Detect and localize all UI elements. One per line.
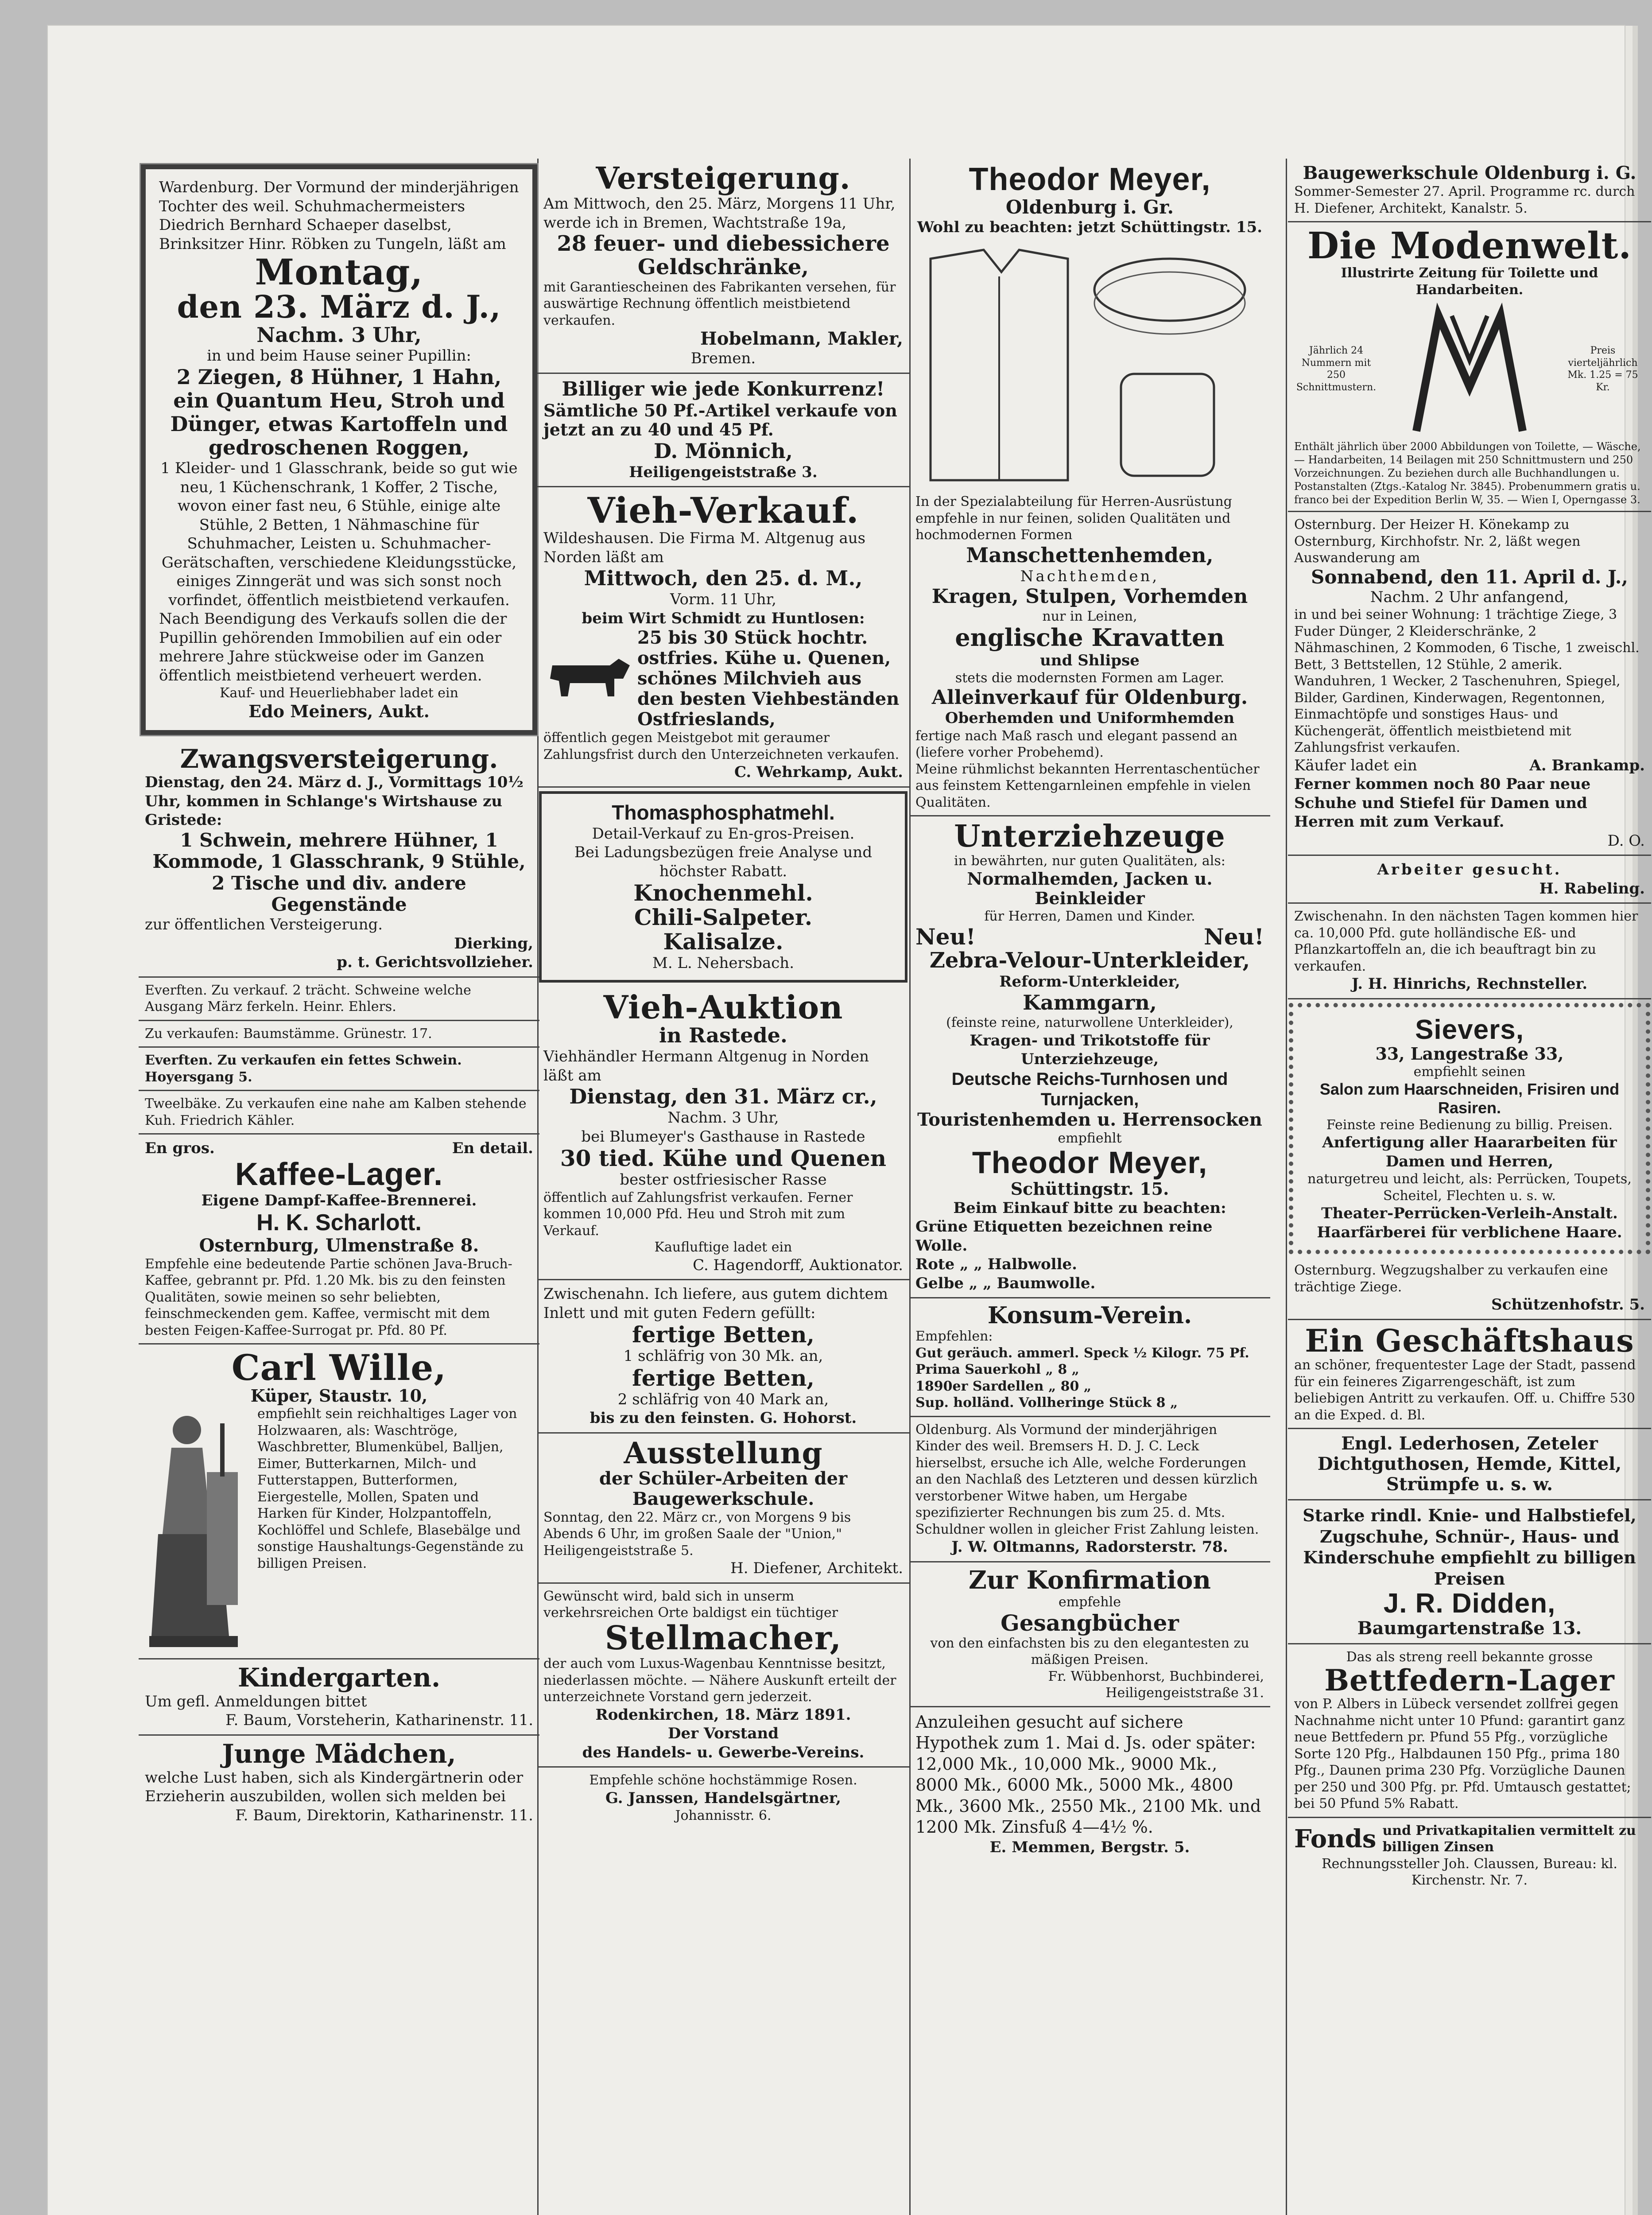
cow-icon	[543, 648, 632, 710]
ad-signature: E. Memmen, Bergstr. 5.	[989, 1838, 1190, 1856]
hypothek-ad	[909, 1707, 1270, 1861]
ad-text: naturgetreu und leicht, als: Perrücken, Toupets, Scheitel, Flechten u. s. w.	[1307, 1171, 1632, 1204]
ad-text: Empfehle schöne hochstämmige Rosen.	[589, 1772, 857, 1788]
ad-signature: bis zu den feinsten. G. Hohorst.	[589, 1409, 857, 1427]
billiger-ad	[537, 374, 909, 487]
ad-signature: Der Vorstand	[667, 1725, 779, 1743]
product-name: Deutsche Reichs-Turnhosen und Turnjacken,	[951, 1069, 1228, 1109]
small-ad: Everften. Zu verkauf. 2 trächt. Schweine welche Ausgang März ferkeln. Heinr. Ehlers.	[139, 978, 539, 1021]
ad-items: 28 feuer- und diebessichere Geldschränke,	[557, 231, 890, 280]
ad-title: Baugewerkschule Oldenburg i. G.	[1303, 163, 1636, 183]
price-line: 1890er Sardellen „ 80 „	[915, 1378, 1092, 1394]
osternburg-ad	[1288, 512, 1651, 856]
ad-text: Kragen- und Trikotstoffe für Unterziehzeuge,	[969, 1031, 1210, 1069]
ad-text: Am Mittwoch, den 25. März, Morgens 11 Uhr, werde ich in Bremen, Wachtstraße 19a,	[543, 195, 896, 232]
ad-text: für Herren, Damen und Kinder.	[984, 908, 1195, 924]
ad-signature: Hobelmann, Makler,	[700, 328, 903, 350]
ad-title: Zwangsversteigerung.	[180, 743, 498, 774]
price-line: Gut geräuch. ammerl. Speck ½ Kilogr. 75 Pf.	[915, 1345, 1249, 1361]
ad-text: Ferner kommen noch 80 Paar neue Schuhe und Stiefel für Damen und Herren mit zum Verkauf.	[1294, 775, 1591, 831]
ad-date: Mittwoch, den 25. d. M.,	[584, 566, 863, 591]
woman-illustration	[145, 1406, 251, 1654]
ad-text: In der Spezialabteilung für Herren-Ausrüstung empfehle in nur feinen, soliden Qualitäten und hochmodernen Formen	[915, 494, 1232, 543]
ad-text: der auch vom Luxus-Wagenbau Kenntnisse besitzt, niederlassen möchte. — Nähere Auskunft erteilt der unterzeichnete Vorstand gern jederzeit.	[543, 1656, 896, 1705]
viehverkauf-ad	[537, 487, 909, 787]
ad-text: En detail.	[452, 1139, 533, 1158]
ad-text: Detail-Verkauf zu En-gros-Preisen.	[592, 824, 855, 843]
shirt-collar-illustration	[922, 241, 1258, 489]
ad-address: Osternburg, Ulmenstraße 8.	[199, 1235, 479, 1256]
ad-text: Kauf- und Heuerliebhaber ladet ein	[220, 685, 458, 701]
ad-title: Zur Konfirmation	[968, 1565, 1211, 1595]
ad-text: Eigene Dampf-Kaffee-Brennerei.	[201, 1192, 477, 1210]
ad-text: öffentlich auf Zahlungsfrist verkaufen. Ferner kommen 10,000 Pfd. Heu und Stroh mit zum Verkauf.	[543, 1189, 853, 1239]
ad-text: Sämtliche 50 Pf.-Artikel verkaufe von jetzt an zu 40 und 45 Pf.	[543, 400, 897, 440]
ad-signature: Edo Meiners, Aukt.	[248, 701, 430, 721]
ad-text: Empfehle eine bedeutende Partie schönen Java-Bruch-Kaffee, gebrannt pr. Pfd. 1.20 Mk. bis zu den feinsten Qualitäten, sowie meinen so sehr beliebten, feinschmeckenden gem. Kaffee, vermischt mit dem besten Feigen-Kaffee-Surrogat pr. Pfd. 80 Pf.	[145, 1256, 512, 1338]
ad-text: mit Garantiescheinen des Fabrikanten versehen, für auswärtige Rechnung öffentlich meistbietend verkaufen.	[543, 279, 896, 328]
ad-text: Osternburg. Wegzugshalber zu verkaufen eine trächtige Ziege.	[1294, 1263, 1608, 1295]
ad-text: Oldenburg. Als Vormund der minderjährigen Kinder des weil. Bremsers H. D. J. C. Leck hierselbst, ersuche ich Alle, welche Forderungen an den Nachlaß des Letzteren und dessen kürzlich verstorbener Witwe haben, um Hergabe spezifizierter Rechnungen bis zum 25. d. Mts. Schuldner wollen in gleicher Frist Zahlung leisten.	[915, 1422, 1259, 1537]
ad-text: Viehhändler Hermann Altgenug in Norden läßt am	[543, 1048, 869, 1084]
ad-text: Empfehlen:	[915, 1329, 993, 1345]
ad-text: von P. Albers in Lübeck versendet zollfrei gegen Nachnahme nicht unter 10 Pfund: garantirt ganz neue Bettfedern pr. Pfund 55 Pfg., vorzügliche Sorte 120 Pfg., Halbdaunen 150 Pfg., prima 180 Pfg., Daunen prima 230 Pfg. Vorzügliche Daunen per 250 und 300 Pfg. pr. Pfd. Umtausch gestattet; bei 50 Pfund 5% Rabatt.	[1294, 1696, 1631, 1812]
small-ad: Everften. Zu verkaufen ein fettes Schwein. Hoyersgang 5.	[139, 1048, 539, 1091]
ausstellung-ad	[537, 1434, 909, 1584]
modenwelt-logo	[1403, 298, 1536, 440]
ad-text: in bewährten, nur guten Qualitäten, als:	[954, 853, 1225, 869]
ad-text: Haarfärberei für verblichene Haare.	[1317, 1223, 1622, 1241]
ad-title: Bettfedern-Lager	[1324, 1663, 1615, 1698]
maedchen-ad	[139, 1736, 539, 1829]
ad-text: Theater-Perrücken-Verleih-Anstalt.	[1321, 1205, 1618, 1223]
ad-title: Versteigerung.	[596, 161, 851, 196]
ad-text: Anzuleihen gesucht auf sichere Hypothek zum 1. Mai d. Js. oder später: 12,000 Mk., 10,000 Mk., 9000 Mk., 8000 Mk., 6000 Mk., 5000 Mk., 4800 Mk., 3600 Mk., 2550 Mk., 2100 Mk. und 1200 Mk. Zinsfuß 4—4½ %.	[915, 1712, 1261, 1837]
ad-text: Enthält jährlich über 2000 Abbildungen von Toilette, — Wäsche, — Handarbeiten, 14 Beilagen mit 250 Schnittmustern und 250 Vorzeichnungen. Zu beziehen durch alle Buchhandlungen u. Postanstalten (Ztgs.-Katalog Nr. 3845). Probenummern gratis u. franco bei der Expedition Berlin W, 35. — Wien I, Operngasse 3.	[1294, 440, 1641, 506]
ad-text: fertige nach Maß rasch und elegant passend an (liefere vorher Probehemd).	[915, 728, 1238, 761]
thomas-ad	[539, 791, 907, 983]
ad-time: Nachm. 3 Uhr,	[667, 1109, 779, 1127]
ad-title: Die Modenwelt.	[1307, 225, 1632, 267]
ad-title: Ausstellung	[624, 1435, 823, 1470]
ad-text: Wardenburg. Der Vormund der minderjährigen Tochter des weil. Schuhmachermeisters Diedrich Bernhard Schaeper daselbst, Brinksitzer Hinr. Röbken zu Tungeln, läßt am	[159, 179, 519, 253]
rosen-ad	[537, 1768, 909, 1829]
ad-text: bei Blumeyer's Gasthause in Rastede	[581, 1127, 865, 1146]
column-2	[537, 159, 909, 2215]
product-name: Gesangbücher	[1001, 1609, 1179, 1636]
ad-text: Engl. Lederhosen, Zeteler Dichtguthosen, Hemde, Kittel, Strümpfe u. s. w.	[1317, 1433, 1622, 1495]
ad-signature: C. Hagendorff, Auktionator.	[693, 1256, 903, 1274]
column-1	[139, 159, 539, 2215]
ad-signature: F. Baum, Direktorin, Katharinenstr. 11.	[235, 1806, 533, 1824]
ad-title: Carl Wille,	[231, 1347, 447, 1389]
oldenburg-notice	[909, 1417, 1270, 1562]
ad-text: Rodenkirchen, 18. März 1891.	[595, 1706, 851, 1724]
product-name: Knochenmehl.	[633, 880, 813, 906]
lederhosen-ad	[1288, 1429, 1651, 1500]
ad-text: in Rastede.	[659, 1023, 787, 1048]
ad-title: Theodor Meyer,	[969, 162, 1211, 197]
ad-address: 33, Langestraße 33,	[1375, 1043, 1564, 1064]
kindergarten-ad	[139, 1659, 539, 1736]
ad-text: Beim Einkauf bitte zu beachten:	[953, 1199, 1226, 1217]
product-name: Kragen, Stulpen, Vorhemden	[931, 585, 1248, 608]
ad-text: Grüne Etiquetten bezeichnen reine Wolle.	[915, 1218, 1213, 1255]
ad-text: Preis vierteljährlich Mk. 1.25 = 75 Kr.	[1567, 345, 1638, 393]
versteigerung-ad	[537, 159, 909, 374]
konfirmation-ad	[909, 1562, 1270, 1707]
product-name: Nachthemden,	[1020, 567, 1160, 585]
ad-time: Nachm. 3 Uhr,	[256, 323, 422, 347]
ad-title: Billiger wie jede Konkurrenz!	[562, 377, 885, 400]
ad-text: 1 schläfrig von 30 Mk. an,	[623, 1347, 823, 1365]
ad-text: Zwischenahn. In den nächsten Tagen kommen hier ca. 10,000 Pfd. gute holländische Eß- und Pflanzkartoffeln an, die ich beauftragt bin zu verkaufen.	[1294, 909, 1638, 974]
ad-text: En gros.	[145, 1139, 215, 1158]
ad-text: empfehle	[1059, 1594, 1121, 1610]
ad-text: Käufer ladet ein	[1294, 756, 1417, 774]
product-name: Reform-Unterkleider,	[999, 972, 1180, 991]
small-ad: Zu verkaufen: Baumstämme. Grünestr. 17.	[139, 1021, 539, 1048]
small-ad: Tweelbäke. Zu verkaufen eine nahe am Kalben stehende Kuh. Friedrich Kähler.	[139, 1091, 539, 1135]
ad-signature: Fr. Wübbenhorst, Buchbinderei, Heiligengeiststraße 31.	[1048, 1668, 1264, 1701]
ad-text: an schöner, frequentester Lage der Stadt, passend für ein feineres Zigarrengeschäft, ist zum beliebigen Antritt zu verkaufen. Off. u. Chiffre 530 an die Exped. d. Bl.	[1294, 1357, 1636, 1423]
ad-text: und Privatkapitalien vermittelt zu billigen Zinsen	[1382, 1823, 1636, 1855]
ad-signature: H. Diefener, Architekt.	[730, 1559, 903, 1578]
ad-text: Zwischenahn. Ich liefere, aus gutem dichtem Inlett und mit guten Federn gefüllt:	[543, 1285, 888, 1322]
ad-text: Meine rühmlichst bekannten Herrentaschentücher aus feinstem Kettengarnleinen empfehle in vielen Qualitäten.	[915, 761, 1260, 810]
ad-items: 30 tied. Kühe und Quenen	[560, 1145, 887, 1171]
ad-signature: J. W. Oltmanns, Radorsterstr. 78.	[951, 1538, 1228, 1556]
ad-text: Salon zum Haarschneiden, Frisiren und Rasiren.	[1319, 1080, 1620, 1117]
ad-name: H. K. Scharlott.	[256, 1209, 422, 1236]
ad-items: 2 Ziegen, 8 Hühner, 1 Hahn, ein Quantum Heu, Stroh und Dünger, etwas Kartoffeln und gedroschenen Roggen,	[170, 365, 508, 459]
ad-text: bester ostfriesischer Rasse	[620, 1171, 827, 1189]
ad-text: Jährlich 24 Nummern mit 250 Schnittmustern.	[1296, 345, 1377, 393]
ad-signature: A. Brankamp.	[1529, 756, 1645, 774]
ad-title: Unterziehzeuge	[954, 819, 1225, 855]
ad-text: Wohl zu beachten: jetzt Schüttingstr. 15.	[917, 218, 1263, 236]
ad-date: den 23. März d. J.,	[177, 288, 501, 325]
ad-text: Rote „ „ Halbwolle.	[915, 1255, 1077, 1273]
ad-text: (feinste reine, naturwollene Unterkleider),	[946, 1015, 1233, 1031]
product-name: Touristenhemden u. Herrensocken	[917, 1109, 1262, 1130]
ad-text: empfiehlt seinen	[1413, 1064, 1526, 1080]
ad-text: Gewünscht wird, bald sich in unserm verkehrsreichen Orte baldigst ein tüchtiger	[543, 1588, 838, 1621]
modenwelt-ad	[1288, 222, 1651, 512]
price-line: Sup. holländ. Vollheringe Stück 8 „	[915, 1395, 1178, 1411]
fonds-ad	[1288, 1818, 1651, 1893]
geschaeftshaus-ad	[1288, 1320, 1651, 1430]
ad-items: 25 bis 30 Stück hochtr. ostfries. Kühe u. Quenen, schönes Milchvieh aus den besten Viehbeständen Ostfrieslands,	[637, 627, 900, 730]
ad-address: Schüttingstr. 15.	[1010, 1178, 1169, 1199]
didden-ad	[1288, 1500, 1651, 1644]
ad-items: 1 Schwein, mehrere Hühner, 1 Kommode, 1 Glasschrank, 9 Stühle, 2 Tische und div. andere Gegenstände	[152, 829, 526, 915]
ad-title: Sievers,	[1415, 1014, 1524, 1045]
ad-signature: des Handels- u. Gewerbe-Vereins.	[582, 1743, 865, 1761]
product-name: Oberhemden und Uniformhemden	[945, 709, 1235, 727]
product-name: Kammgarn,	[1023, 991, 1157, 1015]
ad-text: Das als streng reell bekannte grosse	[1346, 1649, 1593, 1665]
bettfedern-ad	[1288, 1644, 1651, 1818]
ad-text: Osternburg. Der Heizer H. Könekamp zu Osternburg, Kirchhofstr. Nr. 2, läßt wegen Auswanderung am	[1294, 517, 1581, 566]
ad-text: Anfertigung aller Haararbeiten für Damen und Herren,	[1322, 1134, 1617, 1170]
ad-text: beim Wirt Schmidt zu Huntlosen:	[582, 609, 865, 627]
kaffee-ad	[139, 1135, 539, 1345]
ad-text: Um gefl. Anmeldungen bittet	[145, 1692, 367, 1710]
ad-address: Johannisstr. 6.	[675, 1808, 772, 1824]
ad-text: Bei Ladungsbezügen freie Analyse und höchster Rabatt.	[574, 843, 873, 880]
ad-text: der Schüler-Arbeiten der Baugewerkschule.	[599, 1468, 848, 1509]
ad-signature: D. Mönnich,	[654, 439, 793, 463]
ad-signature: F. Baum, Vorsteherin, Katharinenstr. 11.	[225, 1711, 533, 1729]
ad-address: Baumgartenstraße 13.	[1357, 1617, 1582, 1639]
ad-signature: H. Rabeling.	[1539, 879, 1645, 898]
ad-signature: Rechnungssteller Joh. Claussen, Bureau: kl. Kirchenstr. Nr. 7.	[1322, 1856, 1617, 1889]
kartoffel-ad	[1288, 904, 1651, 999]
ad-signature: M. L. Nehersbach.	[652, 954, 794, 972]
ad-signature: D. O.	[1607, 832, 1645, 850]
stellmacher-ad	[537, 1584, 909, 1768]
new-badge: Neu!	[1204, 924, 1264, 950]
ad-text: Oldenburg i. Gr.	[1005, 196, 1174, 218]
ad-time: Nachm. 2 Uhr anfangend,	[1370, 588, 1569, 606]
ad-title: Junge Mädchen,	[222, 1738, 456, 1769]
product-name: englische Kravatten	[955, 623, 1225, 652]
ad-day: Montag,	[255, 251, 423, 293]
ad-signature: p. t. Gerichtsvollzieher.	[337, 953, 533, 971]
ad-text: empfiehlt sein reichhaltiges Lager von Holzwaaren, als: Waschtröge, Waschbretter, Blumenkübel, Balljen, Eimer, Butterkarnen, Milch- und Futterstappen, Butterformen, Eiergestelle, Mollen, Spaten und Harken für Kinder, Holzpantoffeln, Kochlöffel und Schlefe, Blasebälge und sonstige Haushaltungs-Gegenstände zu billigen Preisen.	[257, 1406, 524, 1571]
ad-text: 2 schläfrig von 40 Mark an,	[617, 1390, 829, 1408]
unterziehzeuge-ad	[909, 816, 1270, 1298]
ad-signature: Schützenhofstr. 5.	[1491, 1296, 1645, 1314]
ad-name: Theodor Meyer,	[972, 1145, 1208, 1180]
ad-text: Illustrirte Zeitung für Toilette und Handarbeiten.	[1341, 265, 1598, 298]
column-3	[909, 159, 1270, 2215]
meyer-shirts-ad	[909, 159, 1270, 816]
newspaper-page	[48, 26, 1645, 2215]
ad-signature: C. Wehrkamp, Aukt.	[734, 763, 903, 781]
ad-title: Kindergarten.	[237, 1663, 441, 1693]
column-rule	[1286, 159, 1287, 2215]
ad-title: Ein Geschäftshaus	[1305, 1322, 1634, 1359]
wille-ad	[139, 1345, 539, 1659]
product-name: Normalhemden, Jacken u. Beinkleider	[967, 869, 1213, 908]
ad-text: Alleinverkauf für Oldenburg.	[931, 686, 1248, 709]
ad-text: in und bei seiner Wohnung: 1 trächtige Ziege, 3 Fuder Dünger, 2 Kleiderschränke, 2 Nähmaschinen, 2 Kommoden, 6 Tische, 1 zweischl. Bett, 3 Bettstellen, 12 Stühle, 2 amerik. Wanduhren, 1 Wecker, 2 Taschenuhren, Spiegel, Bilder, Gardinen, Kinderwagen, Regentonnen, Einmachtöpfe und sonstiges Haus- und Küchengerät, öffentlich meistbietend mit Zahlungsfrist verkaufen.	[1294, 607, 1640, 756]
wardenburg-ad	[140, 163, 539, 736]
ad-text: von den einfachsten bis zu den elegantesten zu mäßigen Preisen.	[930, 1635, 1249, 1668]
column-4	[1288, 159, 1651, 2215]
ad-text: nur in Leinen,	[1042, 608, 1137, 624]
ad-text: Dienstag, den 24. März d. J., Vormittags 10½ Uhr, kommen in Schlange's Wirtshause zu Gristede:	[145, 773, 524, 829]
ad-text: Sonntag, den 22. März cr., von Morgens 9 bis Abends 6 Uhr, im großen Saale der "Union," Heiligengeiststraße 5.	[543, 1509, 851, 1558]
ad-title: Arbeiter gesucht.	[1377, 861, 1562, 879]
ad-text: stets die modernsten Formen am Lager.	[955, 670, 1225, 686]
ad-title: Fonds	[1294, 1824, 1377, 1854]
ad-text: öffentlich gegen Meistgebot mit geraumer Zahlungsfrist durch den Unterzeichneten verkaufen.	[543, 730, 900, 762]
price-line: Prima Sauerkohl „ 8 „	[915, 1362, 1079, 1378]
ad-address: Küper, Staustr. 10,	[250, 1386, 428, 1406]
ad-title: Thomasphosphatmehl.	[612, 801, 835, 824]
product-name: und Shlipse	[1040, 651, 1140, 669]
ad-date: Dienstag, den 31. März cr.,	[569, 1084, 877, 1109]
ad-title: fertige Betten,	[632, 1321, 814, 1348]
product-name: Kalisalze.	[663, 929, 783, 955]
ad-title: Kaffee-Lager.	[235, 1156, 443, 1192]
ad-name: J. R. Didden,	[1383, 1588, 1556, 1619]
sievers-ad	[1289, 1003, 1650, 1255]
ad-text: Sommer-Semester 27. April. Programme rc. durch H. Diefener, Architekt, Kanalstr. 5.	[1294, 184, 1635, 216]
ad-text: Kaufluftige ladet ein	[654, 1240, 792, 1255]
ad-text: Feinste reine Bedienung zu billig. Preisen.	[1326, 1117, 1613, 1133]
ad-text: Wildeshausen. Die Firma M. Altgenug aus Norden läßt am	[543, 529, 866, 566]
viehauktion-ad	[537, 986, 909, 1280]
ad-title: fertige Betten,	[632, 1364, 814, 1391]
ad-address: Heiligengeiststraße 3.	[629, 463, 818, 481]
ad-text: in und beim Hause seiner Pupillin:	[207, 347, 471, 365]
ad-text: 1 Kleider- und 1 Glasschrank, beide so gut wie neu, 1 Küchenschrank, 1 Koffer, 2 Tische, wovon einer fast neu, 6 Stühle, einige alte Stühle, 2 Betten, 1 Nähmaschine für Schuhmacher, Leisten u. Schuhmacher-Gerätschaften, verschiedene Kleidungsstücke, einiges Zinngerät und was sich sonst noch vorfindet, öffentlich meistbietend verkaufen.	[160, 459, 518, 609]
ad-signature: J. H. Hinrichs, Rechnsteller.	[1351, 975, 1588, 993]
baugewerk-ad	[1288, 159, 1651, 222]
ad-title: Konsum-Verein.	[987, 1302, 1192, 1329]
ad-signature: G. Janssen, Handelsgärtner,	[605, 1789, 842, 1807]
ziege-ad	[1288, 1258, 1651, 1320]
ad-text: Nach Beendigung des Verkaufs sollen die der Pupillin gehörenden Immobilien auf ein oder mehrere Jahre stückweise oder im Ganzen öffentlich meistbietend verheuert werden.	[159, 610, 507, 684]
ad-text: Gelbe „ „ Baumwolle.	[915, 1274, 1096, 1292]
zwang-ad	[139, 741, 539, 978]
arbeiter-ad	[1288, 856, 1651, 904]
product-name: Zebra-Velour-Unterkleider,	[929, 948, 1250, 973]
product-name: Chili-Salpeter.	[634, 904, 813, 931]
ad-title: Vieh-Auktion	[603, 988, 843, 1026]
betten-ad	[537, 1280, 909, 1434]
ad-signature: Dierking,	[454, 934, 533, 952]
ad-time: Vorm. 11 Uhr,	[670, 591, 776, 609]
ad-text: Bremen.	[690, 350, 756, 368]
ad-text: Starke rindl. Knie- und Halbstiefel, Zugschuhe, Schnür-, Haus- und Kinderschuhe empfiehlt zu billigen Preisen	[1303, 1505, 1636, 1589]
ad-text: zur öffentlichen Versteigerung.	[145, 916, 383, 934]
ad-title: Vieh-Verkauf.	[587, 490, 859, 532]
ad-title: Stellmacher,	[605, 1619, 842, 1657]
product-name: Manschettenhemden,	[966, 543, 1214, 567]
new-badge: Neu!	[915, 924, 976, 950]
ad-date: Sonnabend, den 11. April d. J.,	[1311, 566, 1628, 588]
ad-text: welche Lust haben, sich als Kindergärtnerin oder Erzieherin auszubilden, wollen sich melden bei	[145, 1768, 524, 1806]
ad-text: empfiehlt	[1058, 1130, 1122, 1146]
konsum-ad	[909, 1298, 1270, 1417]
